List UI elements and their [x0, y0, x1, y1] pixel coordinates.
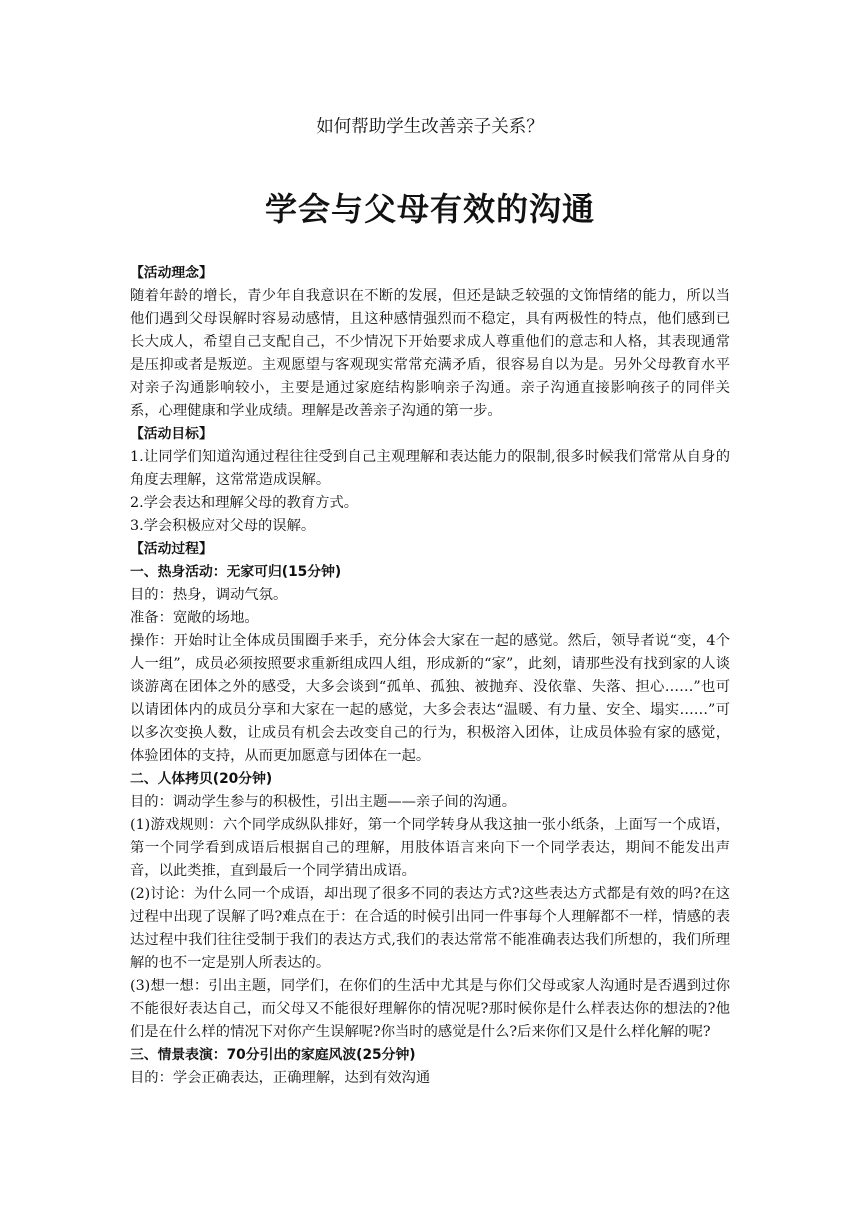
- document-subtitle: 如何帮助学生改善亲子关系？: [316, 117, 544, 137]
- concept-heading: 【活动理念】: [130, 265, 213, 281]
- part3-heading: 三、情景表演：70分引出的家庭风波(25分钟): [130, 1047, 416, 1063]
- goal-item-1: 1.让同学们知道沟通过程往往受到自己主观理解和表达能力的限制,很多时候我们常常从自身的角度去理解，这常常造成误解。: [130, 449, 730, 488]
- goal-item-3: 3.学会积极应对父母的误解。: [130, 518, 316, 534]
- part1-operation: 操作：开始时让全体成员围圈手来手，充分体会大家在一起的感觉。然后，领导者说“变，4个人一组”，成员必须按照要求重新组成四人组，形成新的“家”，此刻，请那些没有找到家的人谈谈游离在团体之外的感受，大多会谈到“孤单、孤独、被抛弃、没依靠、失落、担心……”也可以请团体内的成员分享和大家在一起的感觉，大多会表达“温暖、有力量、安全、塌实……”可以多次变换人数，让成员有机会去改变自己的行为，积极溶入团体，让成员体验有家的感觉，体验团体的支持，从而更加愿意与团体在一起。: [130, 633, 730, 764]
- part1-heading: 一、热身活动：无家可归(15分钟): [130, 564, 342, 580]
- goal-item-2: 2.学会表达和理解父母的教育方式。: [130, 495, 359, 511]
- concept-paragraph: 随着年龄的增长，青少年自我意识在不断的发展，但还是缺乏较强的文饰情绪的能力，所以当他们遇到父母误解时容易动感情，且这种感情强烈而不稳定，具有两极性的特点，他们感到已长大成人，希望自己支配自己，不少情况下开始要求成人尊重他们的意志和人格，其表现通常是压抑或者是叛逆。主观愿望与客观现实常常充满矛盾，很容易自以为是。另外父母教育水平对亲子沟通影响较小，主要是通过家庭结构影响亲子沟通。亲子沟通直接影响孩子的同伴关系，心理健康和学业成绩。理解是改善亲子沟通的第一步。: [130, 288, 730, 419]
- part1-purpose: 目的：热身，调动气氛。: [130, 587, 288, 603]
- document-body: [130, 262, 730, 1090]
- part2-heading: 二、人体拷贝(20分钟): [130, 771, 273, 787]
- document-title: 学会与父母有效的沟通: [264, 190, 595, 228]
- part3-purpose: 目的：学会正确表达，正确理解，达到有效沟通: [130, 1070, 431, 1086]
- process-heading: 【活动过程】: [130, 541, 213, 557]
- part2-purpose: 目的：调动学生参与的积极性，引出主题——亲子间的沟通。: [130, 794, 517, 810]
- part1-preparation: 准备：宽敞的场地。: [130, 610, 259, 626]
- part2-item-2: (2)讨论：为什么同一个成语，却出现了很多不同的表达方式?这些表达方式都是有效的吗?在这过程中出现了误解了吗?难点在于：在合适的时候引出同一件事每个人理解都不一样，情感的表达过程中我们往往受制于我们的表达方式,我们的表达常常不能准确表达我们所想的，我们所理解的也不一定是别人所表达的。: [130, 886, 730, 971]
- part2-item-3: (3)想一想：引出主题，同学们，在你们的生活中尤其是与你们父母或家人沟通时是否遇到过你不能很好表达自己，而父母又不能很好理解你的情况呢?那时候你是什么样表达你的想法的?他们是在什么样的情况下对你产生误解呢?你当时的感觉是什么?后来你们又是什么样化解的呢?: [130, 978, 730, 1040]
- part2-item-1: (1)游戏规则：六个同学成纵队排好，第一个同学转身从我这抽一张小纸条，上面写一个成语，第一个同学看到成语后根据自己的理解，用肢体语言来向下一个同学表达，期间不能发出声音，以此类推，直到最后一个同学猜出成语。: [130, 817, 730, 879]
- goals-heading: 【活动目标】: [130, 426, 213, 442]
